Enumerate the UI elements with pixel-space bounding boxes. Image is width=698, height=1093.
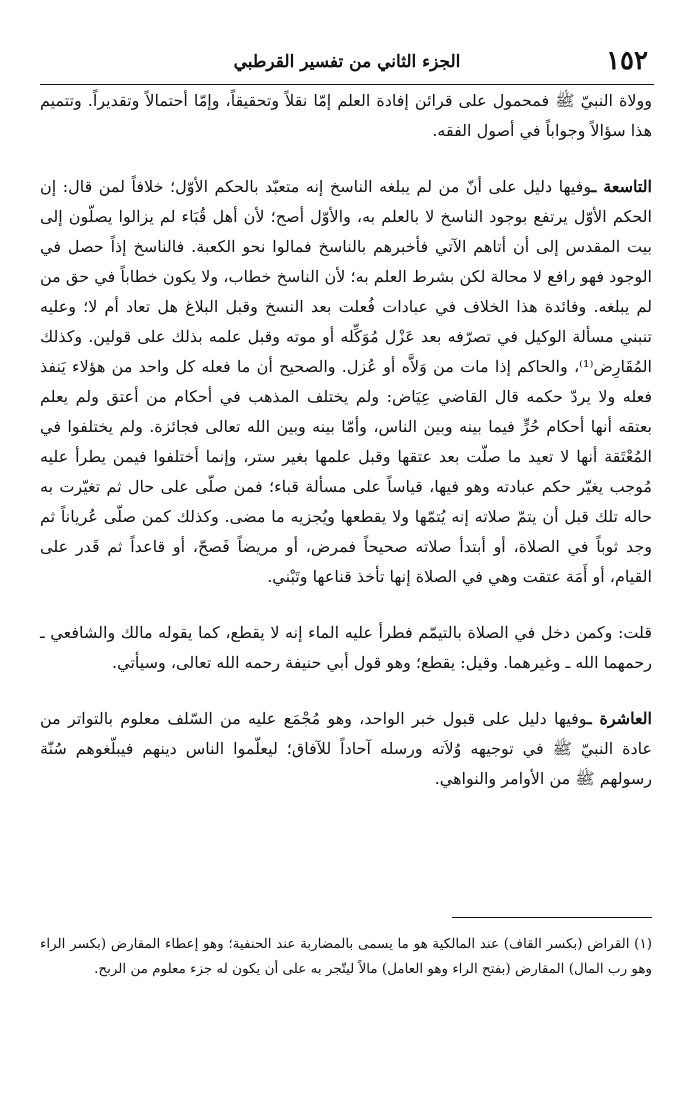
paragraph-text: وفيها دليل على أنّ من لم يبلغه الناسخ إنه متعبّد بالحكم الأوّل؛ خلافاً لمن قال: إن الحكم الأوّل يرتفع بوجود الناسخ لا بالعلم به، والأوّل أصح؛ لأن أهل قُبَاء لم يزالوا يصلّون إلى بيت المقدس إلى أن أتاهم الآتي فأخبرهم بالناسخ فمالوا نحو الكعبة. فالناسخ إذاً حصل في الوجود فهو رافع لا محالة لكن بشرط العلم به؛ لأن الناسخ خطاب، ولا يكون خطاباً في حق من لم يبلغه. وفائدة هذا الخلاف في عبادات فُعلت بعد النسخ وقبل البلاغ هل تعاد أم لا؛ وعليه تنبني مسألة الوكيل في تصرّفه بعد عَزْل مُوَكِّله أو موته وقبل علمه بذلك على قولين. وكذلك المُقَارِض⁽¹⁾، والحاكم إذا مات من وَلاَّه أو عُزل. والصحيح أن ما فعله كل واحد من هؤلاء يَنفذ فعله ولا يردّ حكمه قال القاضي عِيَاض: ولم يختلف المذهب في أحكام من أعتق ولم يعلم بعتقه أنها أحكام حُرٍّ فيما بينه وبين الناس، وأمّا بينه وبين الله تعالى فجائزة. ولم يختلفوا في المُعْتَقة أنها لا تعيد ما صلّت بعد عتقها وقبل علمها بغير ستر، وإنما أختلفوا فيمن يطرأ عليه مُوجب يغيّر حكم عبادته وهو فيها، قياساً على مسألة قباء؛ فمن صلّى على حال ثم تغيّرت به حاله تلك قبل أن يتمّ صلاته إنه يُتمّها ولا يقطعها ويُجزيه ما مضى. وكذلك كمن صلّى عُرياناً ثم وجد ثوباً في الصلاة، أو أبتدأ صلاته صحيحاً فمرض، أو مريضاً فَصحّ، أو قاعداً ثم قَدر على القيام، أو أَمَة عتقت وهي في الصلاة إنها تأخذ قناعها وتَبْني. bbox=[40, 177, 652, 586]
paragraph-lead: التاسعة ـ bbox=[591, 177, 652, 196]
paragraph-text: وولاة النبيّ ﷺ فمحمول على قرائن إفادة العلم إمّا نقلاً وتحقيقاً، وإمّا أحتمالاً وتقديراً. وتتميم هذا سؤالاً وجواباً في أصول الفقه. bbox=[40, 91, 652, 140]
main-text bbox=[40, 86, 652, 820]
page-number: ١٥٢ bbox=[606, 46, 648, 76]
running-title: الجزء الثاني من تفسير القرطبي bbox=[233, 52, 461, 72]
paragraph-ninth bbox=[40, 172, 652, 592]
footnote-divider bbox=[452, 917, 652, 918]
paragraph-text: قلت: وكمن دخل في الصلاة بالتيمّم فطرأ عليه الماء إنه لا يقطع، كما يقوله مالك والشافعي ـ رحمهما الله ـ وغيرهما. وقيل: يقطع؛ وهو قول أبي حنيفة رحمه الله تعالى، وسيأتي. bbox=[40, 623, 652, 672]
paragraph-text: وفيها دليل على قبول خبر الواحد، وهو مُجْمَع عليه من السّلف معلوم بالتواتر من عادة النبيّ ﷺ في توجيهه وُلاَته ورسله آحاداً للآفاق؛ ليعلّموا الناس دينهم فيبلّغوهم سُنّة رسولهم ﷺ من الأوامر والنواهي. bbox=[40, 709, 652, 788]
paragraph-intro-continuation bbox=[40, 86, 652, 146]
paragraph-qultu bbox=[40, 618, 652, 678]
paragraph-tenth bbox=[40, 704, 652, 794]
page-header bbox=[40, 44, 654, 85]
footnote: (١) القراض (بكسر القاف) عند المالكية هو ما يسمى بالمضاربة عند الحنفية؛ وهو إعطاء المقارض (بكسر الراء وهو رب المال) المقارض (بفتح الراء وهو العامل) مالاً ليتّجر به على أن يكون له جزء معلوم من الربح. bbox=[40, 936, 652, 977]
paragraph-lead: العاشرة ـ bbox=[587, 709, 652, 728]
